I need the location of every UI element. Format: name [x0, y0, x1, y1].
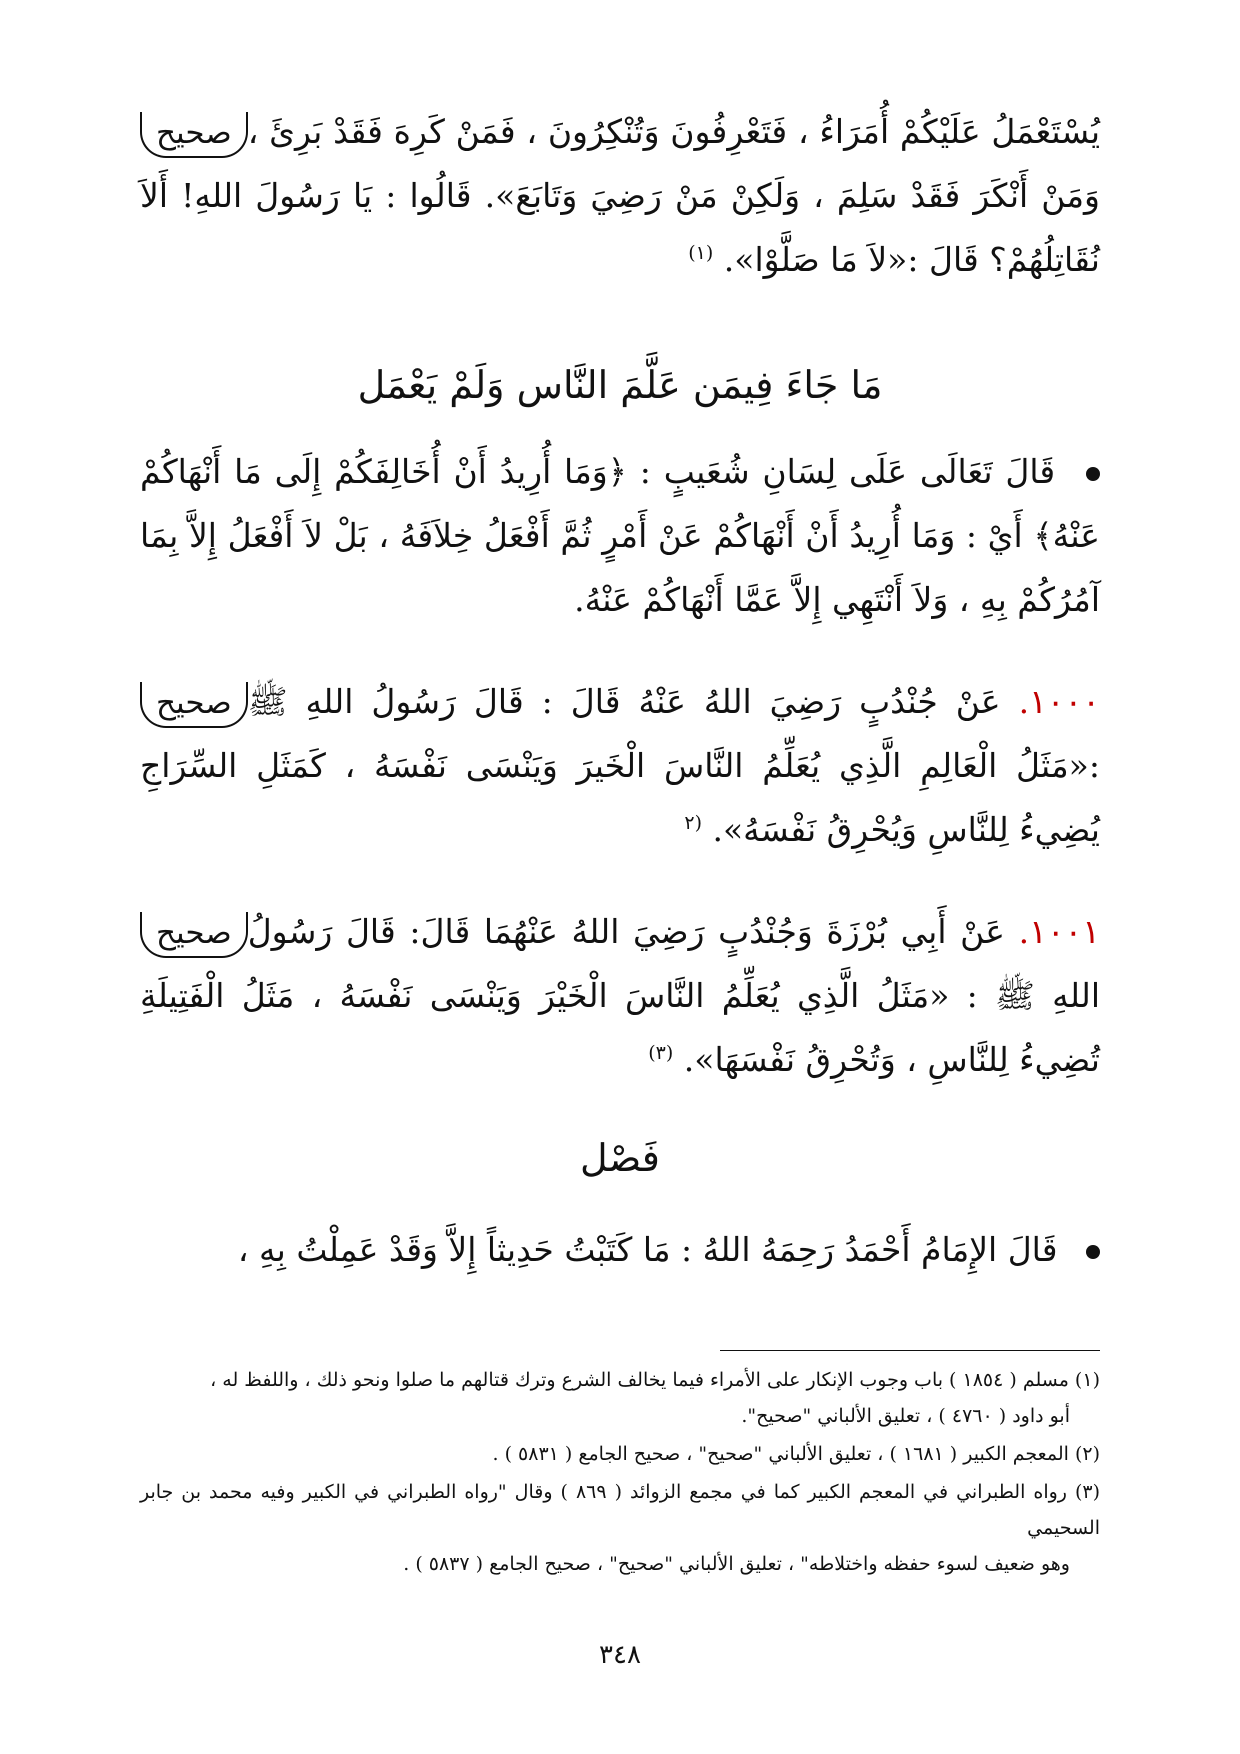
- bullet-icon: [1086, 467, 1100, 481]
- footnote-ref: (١): [688, 242, 714, 264]
- footnote-line: (٢) المعجم الكبير ( ١٦٨١ ) ، تعليق الألباني "صحيح" ، صحيح الجامع ( ٥٨٣١ ) .: [492, 1443, 1100, 1465]
- paragraph-continuation: [140, 100, 1100, 292]
- paragraph-text: قَالَ تَعَالَى عَلَى لِسَانِ شُعَيبٍ : ﴿وَمَا أُرِيدُ أَنْ أُخَالِفَكُمْ إِلَى مَا أَنْهَاكُمْ عَنْهُ﴾ أَيْ : وَمَا أُرِيدُ أَنْ أَنْهَاكُمْ عَنْ أَمْرٍ ثُمَّ أَفْعَلُ خِلاَفَهُ ، بَلْ لاَ أَفْعَلُ إِلاَّ بِمَا آمُرُكُمْ بِهِ ، وَلاَ أَنْتَهِي إِلاَّ عَمَّا أَنْهَاكُمْ عَنْهُ.: [140, 452, 1100, 619]
- paragraph-imam-ahmad: [140, 1218, 1100, 1282]
- footnote-line: (١) مسلم ( ١٨٥٤ ) باب وجوب الإنكار على الأمراء فيما يخالف الشرع وترك قتالهم ما صلوا ونحو ذلك ، واللفظ له ،: [210, 1369, 1100, 1391]
- footnotes: [140, 1362, 1100, 1584]
- footnote-ref: (٣): [648, 1042, 674, 1064]
- hadith-1001: [140, 900, 1100, 1092]
- chapter-heading: فَصْل: [580, 1136, 660, 1180]
- paragraph-text: يُسْتَعْمَلُ عَلَيْكُمْ أُمَرَاءُ ، فَتَعْرِفُونَ وَتُنْكِرُونَ ، فَمَنْ كَرِهَ فَقَدْ بَرِئَ ، وَمَنْ أَنْكَرَ فَقَدْ سَلِمَ ، وَلَكِنْ مَنْ رَضِيَ وَتَابَعَ». قَالُوا : يَا رَسُولَ اللهِ! أَلاَ نُقَاتِلُهُمْ؟ قَالَ :«لاَ مَا صَلَّوْا».: [140, 112, 1100, 279]
- hadith-text: عَنْ أَبِي بُرْزَةَ وَجُنْدُبٍ رَضِيَ اللهُ عَنْهُمَا قَالَ: قَالَ رَسُولُ اللهِ ﷺ : «مَثَلُ الَّذِي يُعَلِّمُ النَّاسَ الْخَيْرَ وَيَنْسَى نَفْسَهُ ، مَثَلُ الْفَتِيلَةِ تُضِيءُ لِلنَّاسِ ، وَتُحْرِقُ نَفْسَهَا».: [140, 912, 1100, 1079]
- hadith-number: ١٠٠٠.: [1018, 682, 1100, 721]
- hadith-1000: [140, 670, 1100, 862]
- footnote-divider: [720, 1350, 1100, 1351]
- hadith-text: عَنْ جُنْدُبٍ رَضِيَ اللهُ عَنْهُ قَالَ : قَالَ رَسُولُ اللهِ ﷺ :«مَثَلُ الْعَالِمِ الَّذِي يُعَلِّمُ النَّاسَ الْخَيرَ وَيَنْسَى نَفْسَهُ ، كَمَثَلِ السِّرَاجِ يُضِيءُ لِلنَّاسِ وَيُحْرِقُ نَفْسَهُ».: [140, 682, 1100, 849]
- footnote-3: [140, 1474, 1100, 1582]
- footnote-line: (٣) رواه الطبراني في المعجم الكبير كما في مجمع الزوائد ( ٨٦٩ ) وقال "رواه الطبراني في الكبير وفيه محمد بن جابر السحيمي: [140, 1481, 1100, 1539]
- footnote-1: [140, 1362, 1100, 1434]
- footnote-line: أبو داود ( ٤٧٦٠ ) ، تعليق الألباني "صحيح".: [741, 1405, 1070, 1427]
- grade-badge: صحيح: [140, 912, 248, 958]
- grade-badge: صحيح: [140, 682, 248, 728]
- grade-badge: صحيح: [140, 112, 248, 158]
- hadith-number: ١٠٠١.: [1018, 912, 1101, 951]
- section-heading: مَا جَاءَ فِيمَن عَلَّمَ النَّاس وَلَمْ يَعْمَل: [357, 363, 883, 407]
- footnote-2: [140, 1436, 1100, 1472]
- page-number: ٣٤٨: [599, 1640, 641, 1670]
- paragraph-quran-verse: [140, 440, 1100, 632]
- footnote-line: وهو ضعيف لسوء حفظه واختلاطه" ، تعليق الألباني "صحيح" ، صحيح الجامع ( ٥٨٣٧ ) .: [403, 1553, 1070, 1575]
- paragraph-text: قَالَ الإِمَامُ أَحْمَدُ رَحِمَهُ اللهُ : مَا كَتَبْتُ حَدِيثاً إِلاَّ وَقَدْ عَمِلْتُ بِهِ ،: [237, 1230, 1058, 1269]
- footnote-ref: (٢: [684, 812, 702, 834]
- bullet-icon: [1086, 1245, 1100, 1259]
